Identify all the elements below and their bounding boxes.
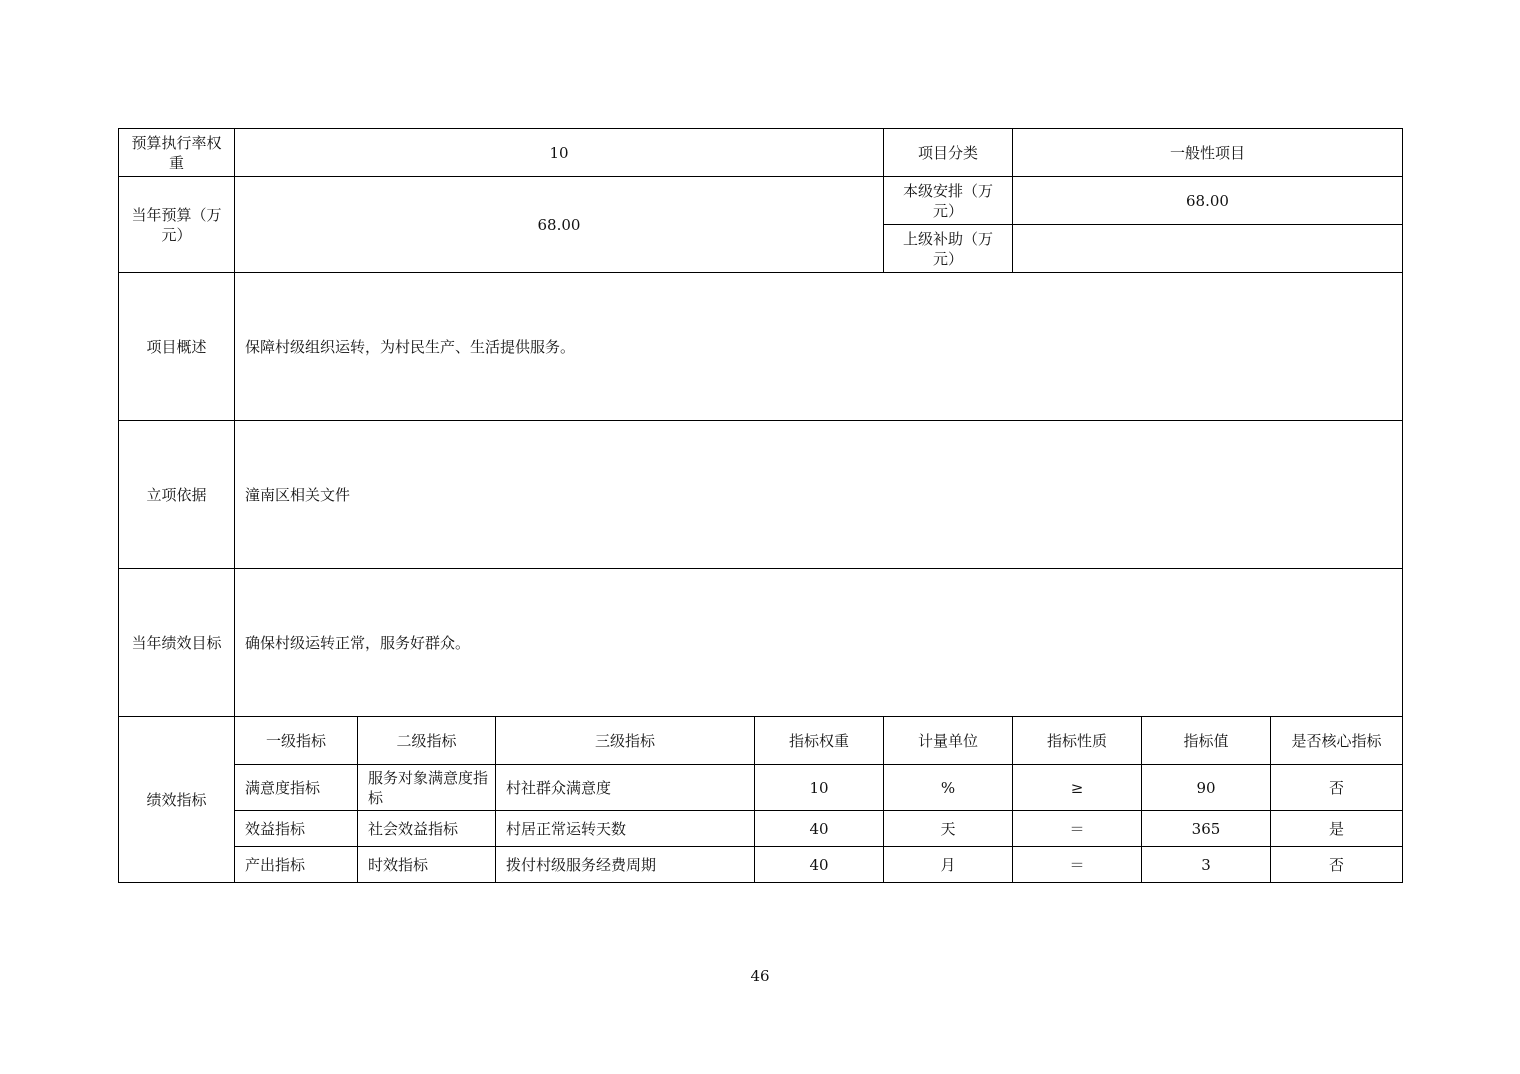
row1-weight: 10 bbox=[755, 765, 884, 811]
row1-core: 否 bbox=[1271, 765, 1403, 811]
project-category-label: 项目分类 bbox=[884, 129, 1013, 177]
column-header-core: 是否核心指标 bbox=[1271, 717, 1403, 765]
row2-weight: 40 bbox=[755, 811, 884, 847]
table-row bbox=[119, 421, 1403, 569]
annual-budget-value: 68.00 bbox=[235, 177, 884, 273]
basis-label: 立项依据 bbox=[119, 421, 235, 569]
superior-subsidy-value bbox=[1013, 225, 1403, 273]
row2-level1: 效益指标 bbox=[235, 811, 358, 847]
goal-label: 当年绩效目标 bbox=[119, 569, 235, 717]
row2-unit: 天 bbox=[884, 811, 1013, 847]
table-row bbox=[119, 811, 1403, 847]
row2-value: 365 bbox=[1142, 811, 1271, 847]
row1-level1: 满意度指标 bbox=[235, 765, 358, 811]
row3-level3: 拨付村级服务经费周期 bbox=[496, 847, 755, 883]
exec-rate-weight-value: 10 bbox=[235, 129, 884, 177]
row3-core: 否 bbox=[1271, 847, 1403, 883]
overview-label: 项目概述 bbox=[119, 273, 235, 421]
column-header-value: 指标值 bbox=[1142, 717, 1271, 765]
column-header-unit: 计量单位 bbox=[884, 717, 1013, 765]
row1-nature: ≥ bbox=[1013, 765, 1142, 811]
table-row bbox=[119, 273, 1403, 421]
table-row bbox=[119, 765, 1403, 811]
column-header-nature: 指标性质 bbox=[1013, 717, 1142, 765]
project-category-value: 一般性项目 bbox=[1013, 129, 1403, 177]
column-header-level1: 一级指标 bbox=[235, 717, 358, 765]
row1-value: 90 bbox=[1142, 765, 1271, 811]
row3-unit: 月 bbox=[884, 847, 1013, 883]
table-row bbox=[119, 177, 1403, 225]
row3-level2: 时效指标 bbox=[358, 847, 496, 883]
exec-rate-weight-label: 预算执行率权重 bbox=[119, 129, 235, 177]
annual-budget-label: 当年预算（万元） bbox=[119, 177, 235, 273]
local-allocation-value: 68.00 bbox=[1013, 177, 1403, 225]
row2-level3: 村居正常运转天数 bbox=[496, 811, 755, 847]
table-row bbox=[119, 569, 1403, 717]
row2-core: 是 bbox=[1271, 811, 1403, 847]
row3-level1: 产出指标 bbox=[235, 847, 358, 883]
column-header-level2: 二级指标 bbox=[358, 717, 496, 765]
row3-nature: ＝ bbox=[1013, 847, 1142, 883]
overview-text: 保障村级组织运转，为村民生产、生活提供服务。 bbox=[235, 273, 1403, 421]
basis-text: 潼南区相关文件 bbox=[235, 421, 1403, 569]
row3-value: 3 bbox=[1142, 847, 1271, 883]
row2-level2: 社会效益指标 bbox=[358, 811, 496, 847]
row1-unit: % bbox=[884, 765, 1013, 811]
table-row bbox=[119, 129, 1403, 177]
column-header-level3: 三级指标 bbox=[496, 717, 755, 765]
superior-subsidy-label: 上级补助（万元） bbox=[884, 225, 1013, 273]
local-allocation-label: 本级安排（万元） bbox=[884, 177, 1013, 225]
indicators-label: 绩效指标 bbox=[119, 717, 235, 883]
page-number: 46 bbox=[750, 967, 770, 985]
row1-level2: 服务对象满意度指标 bbox=[358, 765, 496, 811]
performance-target-table bbox=[118, 128, 1403, 883]
column-header-weight: 指标权重 bbox=[755, 717, 884, 765]
row1-level3: 村社群众满意度 bbox=[496, 765, 755, 811]
row2-nature: ＝ bbox=[1013, 811, 1142, 847]
indicator-header-row bbox=[119, 717, 1403, 765]
row3-weight: 40 bbox=[755, 847, 884, 883]
goal-text: 确保村级运转正常，服务好群众。 bbox=[235, 569, 1403, 717]
table-row bbox=[119, 847, 1403, 883]
